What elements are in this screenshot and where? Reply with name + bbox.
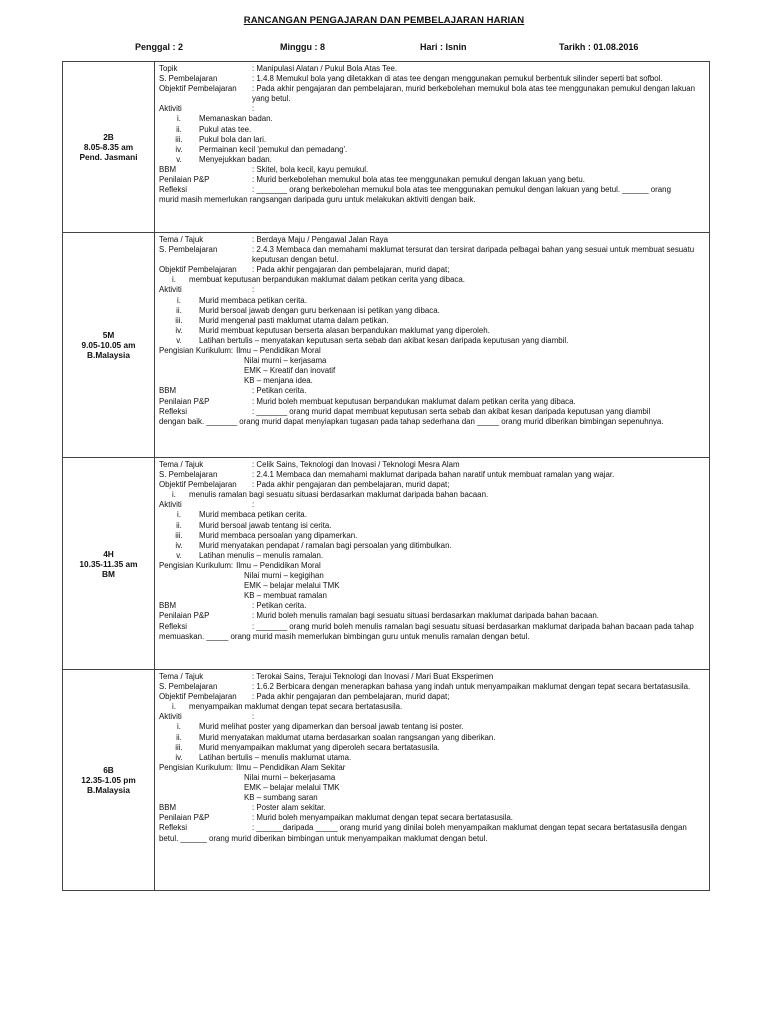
topic	[159, 235, 705, 245]
lesson-content	[155, 458, 710, 670]
activity-text: Latihan menulis – menulis ramalan.	[199, 550, 324, 560]
learning-standard-value: : 1.6.2 Berbicara dengan menerapkan bahasa yang indah untuk menyampaikan maklumat dengan tepat secara bertatasusila.	[252, 682, 691, 692]
activity-number: iv.	[175, 144, 183, 154]
reflection-label: Refleksi	[159, 185, 188, 195]
learning-standard-value: : 2.4.3 Membaca dan memahami maklumat tersurat dan tersirat daripada pelbagai bahan yang sesuai untuk membuat sesuatu keputusan dengan betul.	[252, 245, 695, 265]
activities-heading	[159, 500, 705, 510]
activity-number: iii.	[175, 530, 183, 540]
learning-objective	[159, 265, 705, 275]
minggu-label: Minggu : 8	[280, 42, 325, 52]
activity-text: Permainan kecil 'pemukul dan pemadang'.	[199, 144, 348, 154]
learning-objective	[159, 692, 705, 702]
class-cell	[63, 233, 155, 458]
curriculum-value: Ilmu – Pendidikan Moral	[236, 346, 321, 356]
objective-text: menulis ramalan bagi sesuatu situasi berdasarkan maklumat daripada bahan bacaan.	[189, 490, 489, 500]
objective-text: menyampaikan maklumat dengan tepat secara bertatasusila.	[189, 702, 403, 712]
activity-text: Murid menyampaikan maklumat yang diperoleh secara bertatasusila.	[199, 742, 440, 752]
assessment-label: Penilaian P&P	[159, 813, 210, 823]
learning-standard	[159, 245, 705, 265]
class-subject: B.Malaysia	[87, 785, 130, 795]
class-cell	[63, 670, 155, 891]
activity-item	[159, 125, 705, 135]
class-name: 2B	[103, 132, 114, 142]
activity-text: Murid menyatakan pendapat / ramalan bagi persoalan yang ditimbulkan.	[199, 540, 452, 550]
activity-item	[159, 753, 705, 763]
teaching-aids-value: : Petikan cerita.	[252, 386, 307, 396]
reflection-value: : ______daripada _____ orang murid yang dinilai boleh menyampaikan maklumat dengan tepat secara bertatasusila dengan	[252, 823, 687, 833]
activity-text: Latihan bertulis – menyatakan keputusan serta sebab dan akibat kesan daripada keputusan yang diambil.	[199, 335, 569, 345]
activity-text: Murid bersoal jawab dengan guru berkenaan isi petikan yang dibaca.	[199, 305, 440, 315]
learning-standard-label: S. Pembelajaran	[159, 470, 218, 480]
teaching-aids-label: BBM	[159, 803, 177, 813]
activity-number: ii.	[176, 305, 182, 315]
curriculum-content	[159, 346, 705, 356]
learning-objective-value: : Pada akhir pengajaran dan pembelajaran, murid dapat;	[252, 265, 450, 275]
teaching-aids	[159, 803, 705, 813]
curriculum-item: Nilai murni – bekerjasama	[244, 772, 336, 782]
activity-item	[159, 326, 705, 336]
topic-value: : Celik Sains, Teknologi dan Inovasi / Teknologi Mesra Alam	[252, 460, 460, 469]
reflection-value: : _______ orang murid boleh menulis ramalan bagi sesuatu situasi berdasarkan maklumat daripada bahan bacaan pada tahap	[252, 621, 694, 631]
activity-text: Menyejukkan badan.	[199, 154, 272, 164]
objective-number: i.	[172, 275, 176, 285]
hari-label: Hari : Isnin	[420, 42, 467, 52]
teaching-aids	[159, 386, 705, 396]
teaching-aids-label: BBM	[159, 164, 177, 174]
activity-item	[159, 316, 705, 326]
assessment-value: : Murid boleh membuat keputusan berpandukan maklumat dalam petikan cerita yang dibaca.	[252, 396, 576, 406]
class-name: 4H	[103, 548, 114, 559]
learning-standard-label: S. Pembelajaran	[159, 245, 218, 255]
curriculum-label: Pengisian Kurikulum:	[159, 762, 234, 772]
curriculum-content	[159, 561, 705, 571]
class-time: 9.05-10.05 am	[81, 340, 136, 350]
activity-item	[159, 743, 705, 753]
curriculum-item: Nilai murni – kerjasama	[244, 356, 327, 366]
class-subject: B.Malaysia	[87, 350, 130, 360]
activity-item	[159, 135, 705, 145]
curriculum-content	[159, 763, 705, 773]
lesson-content	[155, 62, 710, 233]
activity-text: Murid membaca petikan cerita.	[199, 295, 307, 305]
assessment	[159, 611, 705, 621]
learning-objective	[159, 480, 705, 490]
activity-number: i.	[177, 114, 181, 124]
activity-item	[159, 114, 705, 124]
activity-item	[159, 531, 705, 541]
class-cell	[63, 458, 155, 670]
document-title: RANCANGAN PENGAJARAN DAN PEMBELAJARAN HARIAN	[243, 15, 525, 26]
activity-number: iv.	[175, 325, 183, 335]
activity-item	[159, 521, 705, 531]
activities-heading	[159, 712, 705, 722]
activity-number: v.	[176, 154, 182, 164]
assessment-value: : Murid berkebolehan memukul bola atas tee menggunakan pemukul dengan lakuan yang betu.	[252, 175, 585, 185]
topic-value: : Manipulasi Alatan / Pukul Bola Atas Tee.	[252, 64, 398, 73]
activity-number: iii.	[175, 315, 183, 325]
teaching-aids-value: : Poster alam sekitar.	[252, 803, 326, 813]
activities-heading-label: Aktiviti	[159, 285, 182, 295]
learning-objective-label: Objektif Pembelajaran	[159, 692, 237, 702]
activity-item	[159, 336, 705, 346]
class-time: 12.35-1.05 pm	[81, 775, 136, 785]
activity-number: ii.	[176, 732, 182, 742]
learning-objective-label: Objektif Pembelajaran	[159, 84, 237, 94]
topic	[159, 672, 705, 682]
learning-objective-value: : Pada akhir pengajaran dan pembelajaran, murid dapat;	[252, 480, 450, 490]
class-cell	[63, 62, 155, 233]
activities-heading-value: :	[252, 285, 255, 295]
lesson-content	[155, 233, 710, 458]
lesson-row	[63, 233, 710, 458]
activity-item	[159, 155, 705, 165]
activity-text: Murid melihat poster yang dipamerkan dan bersoal jawab tentang isi poster.	[199, 722, 464, 732]
objective-text: membuat keputusan berpandukan maklumat dalam petikan cerita yang dibaca.	[189, 275, 465, 285]
activities-heading	[159, 104, 705, 114]
reflection-label: Refleksi	[159, 621, 188, 631]
activities-heading	[159, 285, 705, 295]
learning-standard	[159, 74, 705, 84]
penggal-label: Penggal : 2	[135, 42, 184, 52]
activity-item	[159, 296, 705, 306]
reflection-continued: dengan baik. _______ orang murid dapat menyiapkan tugasan pada tahap sederhana dan _____ orang murid diberikan bimbingan sepenuhnya.	[159, 416, 664, 426]
learning-standard-label: S. Pembelajaran	[159, 74, 218, 84]
activities-heading-value: :	[252, 104, 255, 114]
activity-number: ii.	[176, 520, 182, 530]
activity-item	[159, 306, 705, 316]
activity-text: Murid membaca petikan cerita.	[199, 510, 307, 520]
curriculum-item: KB – sumbang saran	[244, 793, 318, 803]
objective-item	[159, 490, 705, 500]
reflection-label: Refleksi	[159, 823, 188, 833]
teaching-aids-label: BBM	[159, 601, 177, 611]
curriculum-label: Pengisian Kurikulum:	[159, 346, 234, 356]
activity-number: i.	[177, 510, 181, 520]
learning-objective-value: : Pada akhir pengajaran dan pembelajaran, murid dapat;	[252, 692, 450, 702]
activity-number: v.	[176, 550, 182, 560]
activity-number: iii.	[175, 134, 183, 144]
activity-text: Murid bersoal jawab tentang isi cerita.	[199, 520, 332, 530]
curriculum-item: KB – menjana idea.	[244, 376, 313, 386]
activities-heading-label: Aktiviti	[159, 500, 182, 510]
activity-text: Murid mengenal pasti maklumat utama dalam petikan.	[199, 315, 389, 325]
topic	[159, 64, 705, 74]
activities-heading-value: :	[252, 712, 255, 722]
activity-text: Murid membaca persoalan yang dipamerkan.	[199, 530, 358, 540]
assessment	[159, 175, 705, 185]
reflection-continued: memuaskan. _____ orang murid masih memerlukan bimbingan guru untuk menulis ramalan dengan betul.	[159, 631, 530, 641]
class-subject: Pend. Jasmani	[79, 152, 138, 162]
activity-text: Pukul atas tee.	[199, 124, 252, 134]
learning-objective	[159, 84, 705, 104]
learning-standard-label: S. Pembelajaran	[159, 682, 218, 692]
assessment-label: Penilaian P&P	[159, 611, 210, 621]
topic-value: : Berdaya Maju / Pengawal Jalan Raya	[252, 235, 388, 244]
activities-heading-label: Aktiviti	[159, 712, 182, 722]
class-time: 10.35-11.35 am	[79, 558, 138, 569]
activity-text: Murid menyatakan maklumat utama berdasarkan soalan rangsangan yang diberikan.	[199, 732, 496, 742]
assessment	[159, 813, 705, 823]
reflection-continued: murid masih memerlukan rangsangan daripada guru untuk melakukan aktiviti dengan baik.	[159, 195, 476, 205]
topic	[159, 460, 705, 470]
activity-text: Latihan bertulis – menulis maklumat utama.	[199, 752, 352, 762]
tarikh-label: Tarikh : 01.08.2016	[559, 42, 639, 52]
reflection	[159, 823, 705, 833]
lesson-row	[63, 62, 710, 233]
activities-heading-label: Aktiviti	[159, 104, 182, 114]
learning-standard-value: : 1.4.8 Memukul bola yang diletakkan di atas tee dengan menggunakan pemukul berbentuk silinder seperti bat sofbol.	[252, 74, 663, 84]
activity-item	[159, 733, 705, 743]
activity-text: Pukul bola dan lari.	[199, 134, 267, 144]
topic-label: Tema / Tajuk	[159, 235, 204, 244]
assessment-label: Penilaian P&P	[159, 396, 210, 406]
reflection	[159, 407, 705, 417]
objective-number: i.	[172, 702, 176, 712]
curriculum-item: EMK – belajar melalui TMK	[244, 581, 340, 591]
learning-objective-label: Objektif Pembelajaran	[159, 265, 237, 275]
topic-value: : Terokai Sains, Terajui Teknologi dan Inovasi / Mari Buat Eksperimen	[252, 672, 494, 681]
activities-heading-value: :	[252, 500, 255, 510]
activity-item	[159, 510, 705, 520]
topic-label: Tema / Tajuk	[159, 460, 204, 469]
curriculum-item: EMK – belajar melalui TMK	[244, 783, 340, 793]
objective-item	[159, 702, 705, 712]
lesson-plan-table	[62, 61, 710, 891]
class-subject: BM	[102, 568, 115, 579]
reflection	[159, 622, 705, 632]
reflection-value: : _______ orang berkebolehan memukul bola atas tee menggunakan pemukul dengan lakuan yang betul. ______ orang	[252, 185, 671, 195]
activity-number: i.	[177, 722, 181, 732]
activity-item	[159, 541, 705, 551]
reflection	[159, 185, 705, 195]
curriculum-value: Ilmu – Pendidikan Moral	[236, 560, 321, 570]
activity-number: ii.	[176, 124, 182, 134]
assessment-value: : Murid boleh menulis ramalan bagi sesuatu situasi berdasarkan maklumat daripada bahan bacaan.	[252, 611, 599, 621]
teaching-aids	[159, 601, 705, 611]
class-name: 5M	[102, 330, 115, 340]
curriculum-item: KB – membuat ramalan	[244, 591, 327, 601]
objective-number: i.	[172, 490, 176, 500]
activity-item	[159, 722, 705, 732]
learning-standard-value: : 2.4.1 Membaca dan memahami maklumat daripada bahan naratif untuk membuat ramalan yang wajar.	[252, 470, 615, 480]
activity-text: Memanaskan badan.	[199, 114, 273, 124]
objective-item	[159, 275, 705, 285]
activity-number: iv.	[175, 752, 183, 762]
lesson-content	[155, 670, 710, 891]
curriculum-label: Pengisian Kurikulum:	[159, 560, 234, 570]
class-time: 8.05-8.35 am	[83, 142, 134, 152]
learning-standard	[159, 470, 705, 480]
activity-number: i.	[177, 295, 181, 305]
curriculum-item: Nilai murni – kegigihan	[244, 571, 324, 581]
reflection-continued: betul. ______ orang murid diberikan bimbingan untuk menyampaikan maklumat dengan betul.	[159, 833, 488, 843]
teaching-aids-value: : Petikan cerita.	[252, 601, 307, 611]
assessment-value: : Murid boleh menyampaikan maklumat dengan tepat secara bertatasusila.	[252, 813, 513, 823]
learning-objective-label: Objektif Pembelajaran	[159, 480, 237, 490]
teaching-aids	[159, 165, 705, 175]
topic-label: Tema / Tajuk	[159, 672, 204, 681]
activity-number: v.	[176, 335, 182, 345]
topic-label: Topik	[159, 64, 178, 73]
class-name: 6B	[103, 765, 114, 775]
learning-standard	[159, 682, 705, 692]
teaching-aids-value: : Skitel, bola kecil, kayu pemukul.	[252, 164, 369, 174]
reflection-value: : _______ orang murid dapat membuat keputusan serta sebab dan akibat kesan daripada keputusan yang diambil	[252, 406, 651, 416]
lesson-row	[63, 458, 710, 670]
teaching-aids-label: BBM	[159, 386, 177, 396]
assessment	[159, 397, 705, 407]
curriculum-item: EMK – Kreatif dan inovatif	[244, 366, 336, 376]
lesson-row	[63, 670, 710, 891]
activity-item	[159, 551, 705, 561]
activity-number: iv.	[175, 540, 183, 550]
learning-objective-value: : Pada akhir pengajaran dan pembelajaran, murid berkebolehan memukul bola atas tee menggunakan pemukul dengan lakuan yang betul.	[252, 84, 696, 104]
activity-text: Murid membuat keputusan berserta alasan berpandukan maklumat yang diperoleh.	[199, 325, 490, 335]
curriculum-value: Ilmu – Pendidikan Alam Sekitar	[236, 762, 346, 772]
assessment-label: Penilaian P&P	[159, 175, 210, 185]
reflection-label: Refleksi	[159, 406, 188, 416]
activity-number: iii.	[175, 742, 183, 752]
activity-item	[159, 145, 705, 155]
